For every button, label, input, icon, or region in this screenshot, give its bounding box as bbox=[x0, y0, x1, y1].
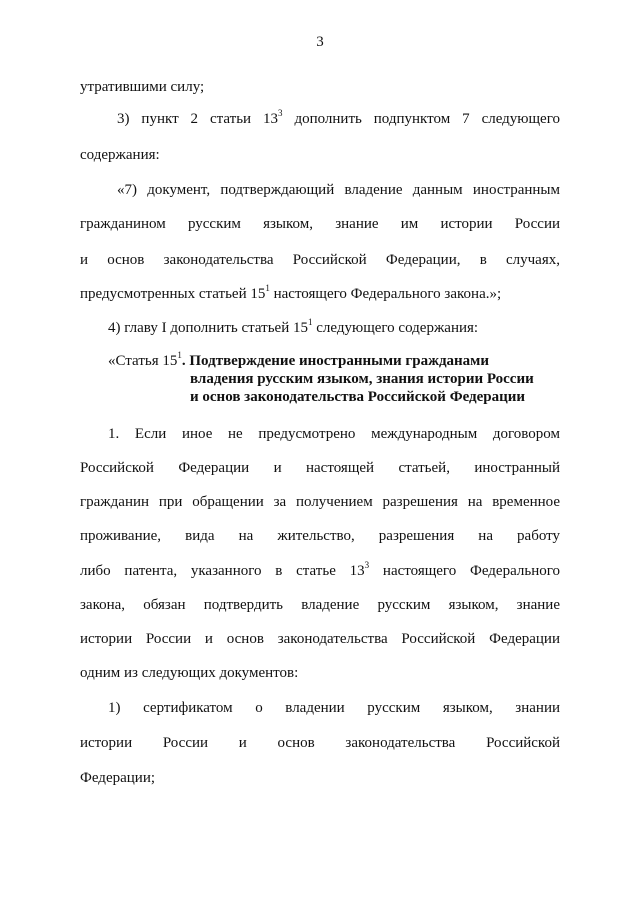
text-line: Российской Федерации и настоящей статьей, иностранный bbox=[80, 460, 560, 476]
text-line: закона, обязан подтвердить владение русским языком, знание bbox=[80, 597, 560, 613]
superscript: 1 bbox=[177, 350, 182, 360]
text-line: гражданин при обращении за получением разрешения на временное bbox=[80, 494, 560, 510]
text-line: одним из следующих документов: bbox=[80, 665, 299, 681]
text-line: утратившими силу; bbox=[80, 79, 205, 95]
text-line: проживание, вида на жительство, разрешения на работу bbox=[80, 528, 560, 544]
article-heading-text: . Подтверждение иностранными гражданами bbox=[181, 353, 490, 369]
superscript: 1 bbox=[308, 317, 313, 327]
text-line: «7) документ, подтверждающий владение данным иностранным bbox=[117, 182, 560, 198]
text-line bbox=[80, 284, 501, 304]
text-fragment: следующего содержания: bbox=[312, 320, 479, 336]
text-fragment: 4) главу I дополнить статьей 15 bbox=[108, 320, 308, 336]
article-heading-line-2: владения русским языком, знания истории России bbox=[190, 371, 534, 387]
text-line: Федерации; bbox=[80, 770, 156, 786]
text-line: и основ законодательства Российской Федерации, в случаях, bbox=[80, 252, 560, 268]
text-fragment: дополнить подпунктом 7 следующего bbox=[282, 111, 560, 127]
superscript: 3 bbox=[278, 108, 283, 118]
text-line: истории России и основ законодательства Российской Федерации bbox=[80, 631, 560, 647]
superscript: 3 bbox=[364, 560, 370, 570]
text-line: гражданином русским языком, знание им истории России bbox=[80, 216, 560, 232]
text-fragment: предусмотренных статьей 15 bbox=[80, 286, 266, 302]
page-number: 3 bbox=[316, 34, 324, 50]
text-fragment: либо патента, указанного в статье 13 bbox=[80, 563, 365, 579]
text-line bbox=[80, 561, 560, 581]
article-heading-line-1 bbox=[108, 352, 489, 370]
text-line: истории России и основ законодательства Российской bbox=[80, 735, 560, 751]
superscript: 1 bbox=[265, 283, 270, 293]
article-heading-line-3: и основ законодательства Российской Федерации bbox=[190, 389, 526, 405]
text-fragment: настоящего Федерального bbox=[369, 563, 561, 579]
text-fragment: настоящего Федерального закона.»; bbox=[269, 286, 502, 302]
text-line bbox=[117, 109, 560, 129]
text-line: 1) сертификатом о владении русским языком, знании bbox=[108, 700, 560, 716]
text-fragment: 3) пункт 2 статьи 13 bbox=[117, 111, 279, 127]
text-line: 1. Если иное не предусмотрено международным договором bbox=[108, 426, 560, 442]
text-line bbox=[108, 318, 478, 338]
article-heading-prefix: «Статья 15 bbox=[108, 353, 178, 369]
text-line: содержания: bbox=[80, 147, 160, 163]
